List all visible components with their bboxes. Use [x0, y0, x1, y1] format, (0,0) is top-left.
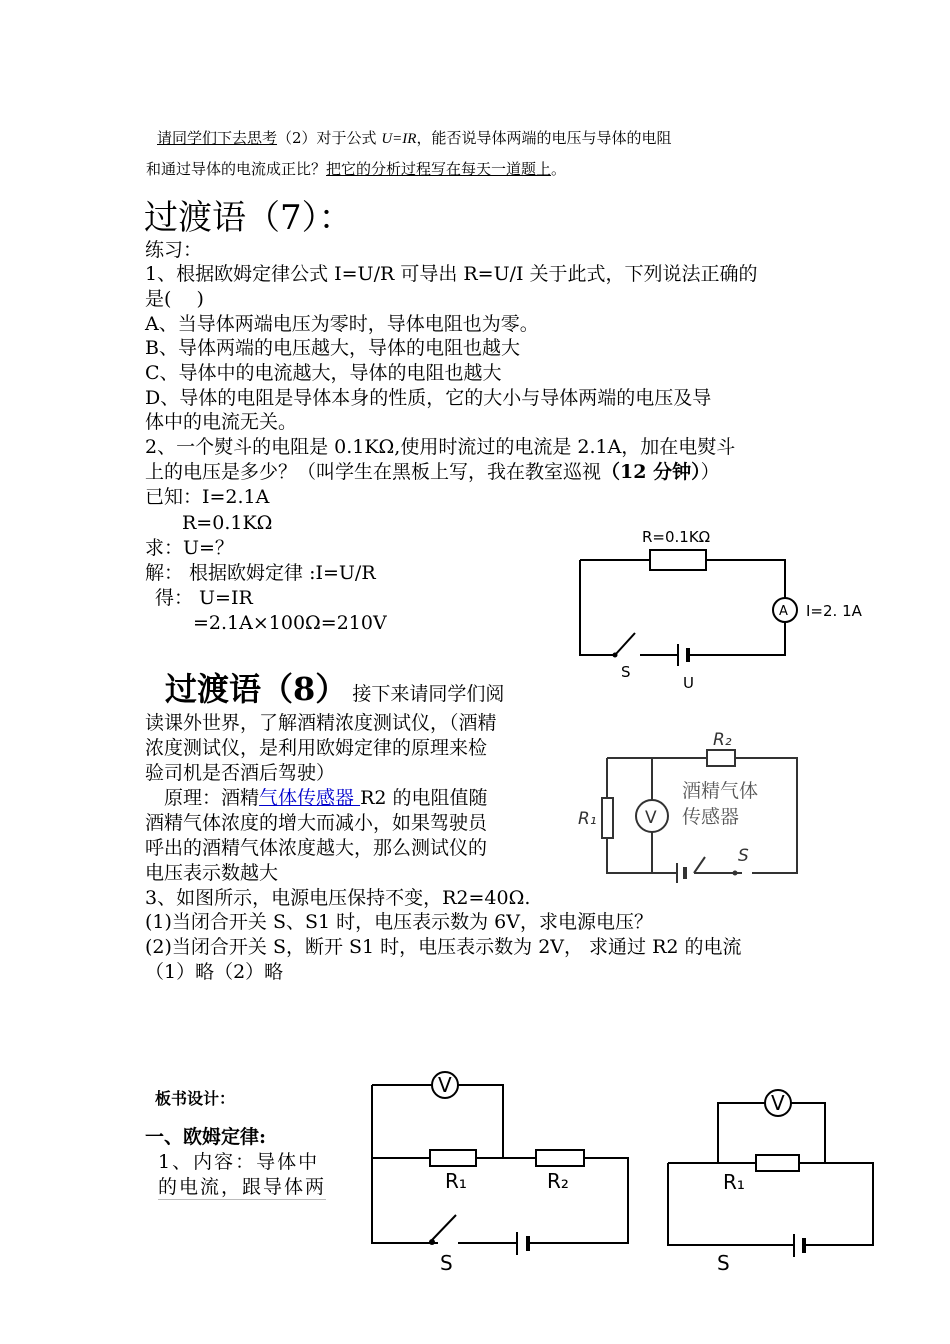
option-a: A、当导体两端电压为零时，导体电阻也为零。: [145, 313, 539, 335]
heading-7: 过渡语（7）：: [144, 198, 353, 238]
option-c: C、导体中的电流越大，导体的电阻也越大: [145, 362, 502, 384]
circuit-diagram-iron: [570, 520, 880, 690]
option-d-line-1: D、导体的电阻是导体本身的性质，它的大小与导体两端的电压及导: [145, 387, 712, 409]
q2-line-2: [145, 460, 720, 484]
sensor-label-1: 酒精气体: [682, 780, 759, 802]
practice-label: 练习：: [145, 239, 203, 261]
reading-line-3: 验司机是否酒后驾驶）: [145, 762, 336, 784]
q2-paren: ）: [700, 461, 720, 483]
resistor-r1: [430, 1150, 476, 1166]
q3-line-3: (2)当闭合开关 S，断开 S1 时，电压表示数为 2V， 求通过 R2 的电流: [145, 936, 742, 958]
switch: [432, 1215, 456, 1240]
q2-line-1: 2、一个熨斗的电阻是 0.1KΩ,使用时流过的电流是 2.1A，加在电熨斗: [145, 436, 736, 458]
q2-time: （12 分钟）: [601, 461, 701, 483]
switch-label: S: [717, 1251, 730, 1275]
r1-label: R₁: [578, 809, 597, 829]
circuit-wire: [372, 1085, 628, 1243]
assignment-text: 把它的分析过程写在每天一道题上: [326, 160, 552, 178]
switch: [694, 857, 705, 873]
ammeter-label: A: [779, 604, 788, 619]
resistor-r1: [602, 798, 613, 838]
switch-contact: [733, 871, 738, 876]
period: 。: [551, 160, 567, 178]
switch-label: S: [440, 1251, 453, 1275]
resistor-label: R=0.1KΩ: [642, 528, 711, 546]
question-part-c: 和通过导体的电流成正比？: [146, 160, 327, 178]
known-r: R=0.1KΩ: [182, 512, 273, 534]
question-part-b: ，能否说导体两端的电压与导体的电阻: [416, 129, 672, 147]
reading-line-7: 电压表示数越大: [145, 862, 279, 884]
q2-text: 上的电压是多少？（叫学生在黑板上写，我在教室巡视: [145, 461, 602, 483]
sensor-label-2: 传感器: [682, 806, 740, 828]
resistor-r1: [756, 1155, 799, 1171]
q1-line-2: 是( ): [145, 288, 204, 310]
solution: 解： 根据欧姆定律 :I=U/R: [145, 562, 376, 584]
resistor-r2: [707, 750, 735, 766]
switch-label: S: [621, 663, 631, 681]
reading-line-6: 呼出的酒精气体浓度越大，那么测试仪的: [145, 837, 488, 859]
heading-8-tail: 接下来请同学们阅: [352, 683, 505, 705]
resistor-r2: [536, 1150, 584, 1166]
switch-contact: [613, 653, 618, 658]
option-d-line-2: 体中的电流无关。: [145, 411, 298, 433]
sensor-link[interactable]: 气体传感器: [259, 787, 361, 809]
intro-line-2: [146, 158, 566, 179]
q3-line-4: （1）略（2）略: [145, 961, 284, 983]
q1-line-1: 1、根据欧姆定律公式 I=U/R 可导出 R=U/I 关于此式，下列说法正确的: [145, 263, 758, 285]
circuit-diagram-series: [360, 1060, 640, 1275]
q3-line-1: 3、如图所示，电源电压保持不变，R2=40Ω.: [145, 887, 531, 909]
r1-label: R₁: [723, 1170, 745, 1194]
r2-label: R₂: [547, 1169, 569, 1193]
board-content-2: 的电流，跟导体两: [158, 1172, 326, 1200]
switch-contact: [429, 1239, 435, 1245]
voltmeter-label: V: [438, 1073, 452, 1097]
reading-line-1: 读课外世界，了解酒精浓度测试仪，（酒精: [145, 712, 497, 734]
think-text: 请同学们下去思考: [157, 129, 278, 147]
ask: 求：U=？: [145, 537, 234, 559]
question-part-a: （2）对于公式: [277, 129, 382, 147]
get: 得： U=IR: [155, 587, 253, 609]
circuit-diagram-alcohol-tester: [572, 725, 807, 890]
reading-line-5: 酒精气体浓度的增大而减小，如果驾驶员: [145, 812, 488, 834]
calc: =2.1A×100Ω=210V: [193, 612, 387, 634]
principle-text: 原理：酒精: [145, 787, 260, 809]
known: 已知：I=2.1A: [145, 486, 270, 508]
r1-label: R₁: [445, 1169, 467, 1193]
heading-8-line: [165, 664, 504, 710]
source-label: U: [683, 674, 694, 690]
resistor: [650, 550, 706, 570]
formula: U=IR: [381, 131, 417, 147]
board-heading: 一、欧姆定律:: [145, 1126, 267, 1148]
circuit-diagram-single: [660, 1075, 880, 1275]
circuit-wire: [580, 560, 785, 655]
intro-line-1: [157, 127, 671, 148]
switch-label: S: [738, 846, 749, 866]
voltmeter-label: V: [771, 1091, 785, 1115]
board-title: 板书设计：: [155, 1089, 236, 1108]
heading-8: 过渡语（8）: [165, 670, 348, 708]
q3-line-2: (1)当闭合开关 S、S1 时，电压表示数为 6V，求电源电压？: [145, 911, 653, 933]
reading-line-4: [145, 786, 488, 810]
voltmeter-label: V: [645, 808, 657, 828]
option-b: B、导体两端的电压越大，导体的电阻也越大: [145, 337, 520, 359]
board-content-1: 1、内容：导体中: [158, 1151, 320, 1173]
principle-text-2: R2 的电阻值随: [360, 787, 488, 809]
r2-label: R₂: [713, 730, 732, 750]
circuit-wire: [668, 1163, 873, 1245]
switch: [615, 633, 635, 655]
current-label: I=2. 1A: [806, 602, 862, 620]
reading-line-2: 浓度测试仪，是利用欧姆定律的原理来检: [145, 737, 488, 759]
